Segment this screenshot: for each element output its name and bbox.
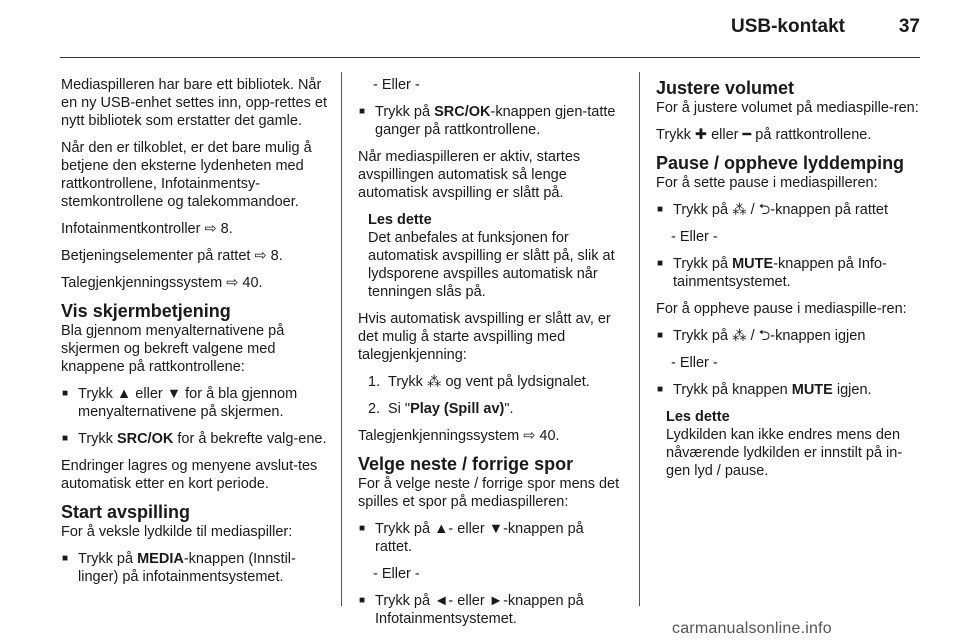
voice-command: Play (Spill av) (410, 401, 505, 417)
item-number: 1. (368, 374, 381, 390)
text: Trykk på knappen (673, 382, 792, 398)
section-heading: Start avspilling (61, 502, 191, 522)
list-item (61, 430, 331, 448)
text: Trykk på (673, 256, 733, 272)
bullet-icon: ■ (359, 106, 366, 117)
bullet-icon: ■ (657, 330, 664, 341)
button-name: MUTE (791, 382, 833, 398)
paragraph: Når den er tilkoblet, er det bare mulig å betjene den eksterne lydenheten med rattkontrollene, Infotainmentsy-stemkontrollene og talekommandoer. (61, 140, 312, 210)
bullet-icon: ■ (657, 384, 664, 395)
list-item (61, 550, 331, 586)
paragraph: For å veksle lydkilde til mediaspiller: (61, 524, 293, 540)
text: Trykk på (78, 551, 138, 567)
text: Trykk (78, 431, 117, 447)
bullet-icon: ■ (62, 388, 69, 399)
paragraph: For å sette pause i mediaspilleren: (656, 175, 878, 191)
text: Trykk på (375, 104, 435, 120)
list-item-text (673, 381, 926, 399)
section-heading: Velge neste / forrige spor (358, 454, 574, 474)
list-item (656, 381, 926, 399)
bullet-icon: ■ (62, 433, 69, 444)
column-1 (61, 76, 331, 595)
list-item-text: Trykk på ⁂ / ⮌-knappen på rattet (673, 202, 888, 218)
bullet-icon: ■ (657, 204, 664, 215)
list-item (358, 103, 623, 139)
list-item-text: Trykk ▲ eller ▼ for å bla gjennom menyalternativene på skjermen. (78, 386, 298, 420)
page-title: USB-kontakt (730, 16, 845, 37)
or-separator: - Eller - (373, 566, 420, 582)
cross-reference: Infotainmentkontroller ⇨ 8. (61, 221, 233, 237)
list-item-text: Trykk på ◄- eller ►-knappen på Infotainmentsystemet. (375, 593, 584, 627)
numbered-item (368, 400, 623, 418)
list-item-text (78, 430, 331, 448)
section-heading: Pause / oppheve lyddemping (656, 153, 905, 173)
column-divider (639, 72, 640, 606)
cross-reference: Talegjenkjenningssystem ⇨ 40. (61, 275, 263, 291)
note-box (666, 408, 926, 480)
button-name: SRC/OK (434, 104, 491, 120)
section-heading: Vis skjermbetjening (61, 301, 231, 321)
paragraph: For å justere volumet på mediaspille-ren: (656, 100, 919, 116)
or-separator: - Eller - (373, 77, 420, 93)
list-item-text (375, 103, 623, 139)
item-text: Trykk ⁂ og vent på lydsignalet. (388, 374, 590, 390)
list-item (358, 592, 623, 628)
button-name: MUTE (732, 256, 774, 272)
paragraph: Trykk ✚ eller ━ på rattkontrollene. (656, 127, 872, 143)
bullet-icon: ■ (657, 258, 664, 269)
section-heading: Justere volumet (656, 78, 795, 98)
column-3 (656, 76, 926, 489)
text: -knappen gjen-tatte ganger på rattkontrollene. (375, 104, 616, 138)
list-item-text: Trykk på ▲- eller ▼-knappen på rattet. (375, 521, 584, 555)
paragraph: For å velge neste / forrige spor mens det spilles et spor på mediaspilleren: (358, 476, 620, 510)
paragraph: Når mediaspilleren er aktiv, startes avspillingen automatisk så lenge automatisk avspilling er slått på. (358, 149, 581, 201)
list-item (358, 520, 623, 556)
text: ". (504, 401, 514, 417)
or-separator: - Eller - (671, 229, 718, 245)
note-box (368, 211, 623, 301)
text: -knappen på Info-tainmentsystemet. (673, 256, 887, 290)
list-item (61, 385, 331, 421)
numbered-item (368, 373, 623, 391)
text: igjen. (832, 382, 872, 398)
note-text: Lydkilden kan ikke endres mens den nåværende lydkilden er innstilt på in-gen lyd / pause. (666, 427, 903, 479)
watermark: carmanualsonline.info (672, 620, 832, 637)
button-name: MEDIA (137, 551, 184, 567)
item-text (388, 400, 514, 418)
list-item-text (673, 255, 926, 291)
column-2 (358, 76, 623, 637)
or-separator: - Eller - (671, 355, 718, 371)
list-item (656, 255, 926, 291)
paragraph: Bla gjennom menyalternativene på skjermen og bekreft valgene med knappene på rattkontrollene: (61, 323, 285, 375)
text: -knappen (Innstil-linger) på infotainmentsystemet. (78, 551, 296, 585)
paragraph: For å oppheve pause i mediaspille-ren: (656, 301, 907, 317)
bullet-icon: ■ (359, 595, 366, 606)
page-number: 37 (898, 16, 920, 37)
cross-reference: Betjeningselementer på rattet ⇨ 8. (61, 248, 283, 264)
bullet-icon: ■ (359, 523, 366, 534)
note-heading: Les dette (368, 212, 432, 228)
list-item-text: Trykk på ⁂ / ⮌-knappen igjen (673, 328, 866, 344)
paragraph: Hvis automatisk avspilling er slått av, er det mulig å starte avspilling med talegjenkjenning: (358, 311, 611, 363)
list-item-text (78, 550, 331, 586)
list-item (656, 327, 926, 345)
page-header (0, 0, 960, 62)
paragraph: Endringer lagres og menyene avslut-tes automatisk etter en kort periode. (61, 458, 318, 492)
cross-reference: Talegjenkjenningssystem ⇨ 40. (358, 428, 560, 444)
bullet-icon: ■ (62, 553, 69, 564)
item-number: 2. (368, 401, 381, 417)
note-heading: Les dette (666, 409, 730, 425)
list-item (656, 201, 926, 219)
button-name: SRC/OK (116, 431, 174, 447)
paragraph: Mediaspilleren har bare ett bibliotek. Når en ny USB-enhet settes inn, opp-rettes et nytt bibliotek som erstatter det gamle. (61, 77, 327, 129)
column-divider (341, 72, 342, 606)
text: for å bekrefte valg-ene. (173, 431, 327, 447)
note-text: Det anbefales at funksjonen for automatisk avspilling er slått på, slik at lydsporene avspilles automatisk når tenningen slås på. (368, 230, 615, 300)
text: Si " (388, 401, 411, 417)
header-rule (60, 57, 920, 58)
